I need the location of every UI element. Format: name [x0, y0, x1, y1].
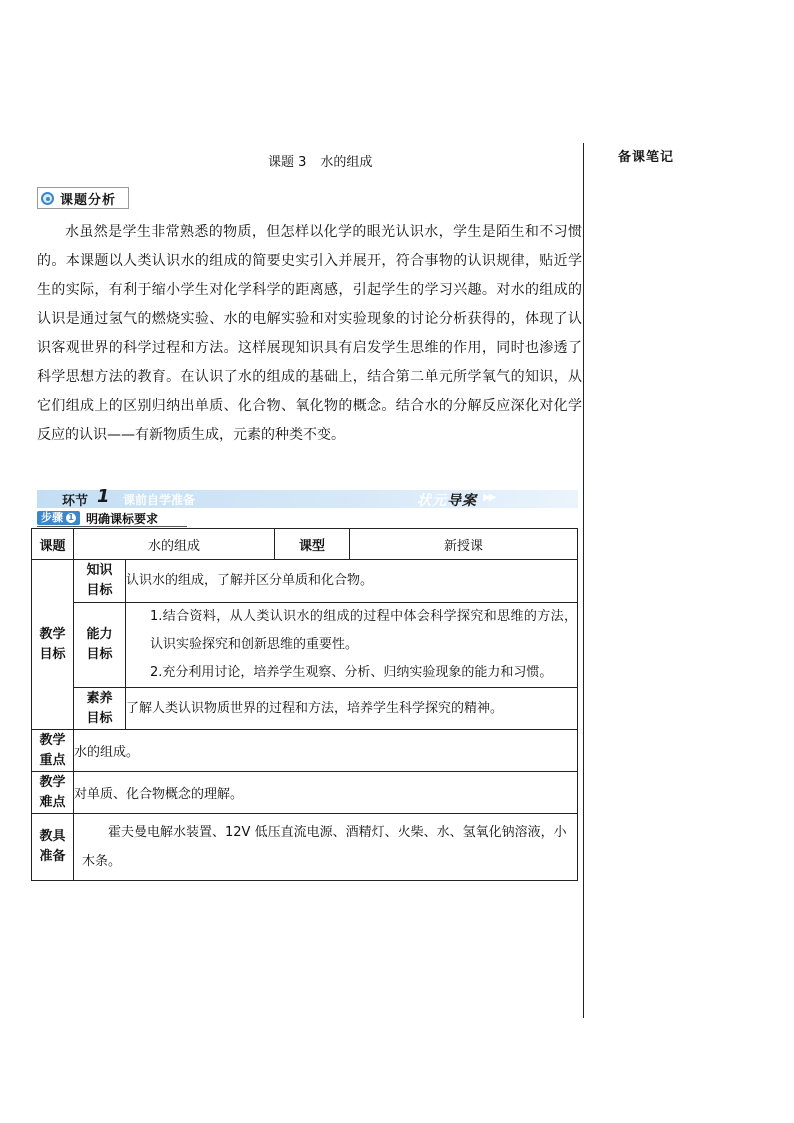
section-banner — [37, 486, 578, 509]
table-row — [32, 529, 578, 560]
analysis-icon — [38, 188, 60, 208]
lesson-plan-table — [31, 528, 578, 881]
ability-label: 能力目标 — [74, 603, 126, 688]
side-note-label: 备课笔记 — [618, 150, 675, 165]
topic-value: 水的组成 — [74, 529, 275, 560]
banner-section-number: 1 — [97, 486, 110, 507]
knowledge-text: 认识水的组成，了解并区分单质和化合物。 — [126, 560, 578, 603]
banner-guide-a: 状元 — [417, 493, 447, 509]
key-point-label: 教学重点 — [32, 730, 74, 772]
ability-text — [126, 603, 578, 688]
step-badge — [37, 511, 80, 525]
literacy-text: 了解人类认识物质世界的过程和方法，培养学生科学探究的精神。 — [126, 688, 578, 730]
table-row — [32, 560, 578, 603]
banner-guide — [417, 490, 477, 510]
step-header — [37, 510, 187, 527]
ability-line-2: 2.充分利用讨论，培养学生观察、分析、归纳实验现象的能力和习惯。 — [150, 665, 553, 680]
margin-divider — [583, 143, 584, 1018]
banner-title: 课前自学准备 — [123, 493, 196, 507]
lesson-name: 水的组成 — [320, 155, 373, 170]
type-label: 课型 — [275, 529, 350, 560]
topic-label: 课题 — [32, 529, 74, 560]
table-row — [32, 772, 578, 814]
type-value: 新授课 — [350, 529, 578, 560]
step-number: 1 — [66, 513, 76, 523]
analysis-tag — [37, 187, 129, 209]
analysis-paragraph: 水虽然是学生非常熟悉的物质，但怎样以化学的眼光认识水，学生是陌生和不习惯的。本课题以人类认识水的组成的简要史实引入并展开，符合事物的认识规律，贴近学生的实际，有利于缩小学生对化学科学的距离感，引起学生的学习兴趣。对水的组成的认识是通过氢气的燃烧实验、水的电解实验和对实验现象的讨论分析获得的，体现了认识客观世界的科学过程和方法。这样展现知识具有启发学生思维的作用，同时也渗透了科学思想方法的教育。在认识了水的组成的基础上，结合第二单元所学氧气的知识，从它们组成上的区别归纳出单质、化合物、氧化物的概念。结合水的分解反应深化对化学反应的认识——有新物质生成，元素的种类不变。 — [37, 224, 582, 443]
ability-line-1: 1.结合资料，从人类认识水的组成的过程中体会科学探究和思维的方法，认识实验探究和创新思维的重要性。 — [150, 609, 577, 652]
difficulty-label: 教学难点 — [32, 772, 74, 814]
step-text: 明确课标要求 — [86, 511, 159, 526]
difficulty-text: 对单质、化合物概念的理解。 — [74, 772, 578, 814]
goals-label: 教学目标 — [32, 560, 74, 730]
lesson-number: 课题 3 — [268, 155, 307, 170]
step-label: 步骤 — [41, 511, 63, 524]
tools-label: 教具准备 — [32, 814, 74, 881]
table-row — [32, 603, 578, 688]
tools-text: 霍夫曼电解水装置、12V 低压直流电源、酒精灯、火柴、水、氢氧化钠溶液，小木条。 — [74, 814, 578, 881]
literacy-label: 素养目标 — [74, 688, 126, 730]
double-arrow-icon: ▶▶ — [483, 492, 495, 503]
lesson-title — [268, 151, 372, 170]
banner-section-label: 环节 — [62, 494, 89, 509]
banner-guide-b: 导案 — [447, 493, 477, 509]
table-row — [32, 814, 578, 881]
table-row — [32, 730, 578, 772]
key-point-text: 水的组成。 — [74, 730, 578, 772]
table-row — [32, 688, 578, 730]
analysis-label: 课题分析 — [60, 192, 117, 208]
knowledge-label: 知识目标 — [74, 560, 126, 603]
